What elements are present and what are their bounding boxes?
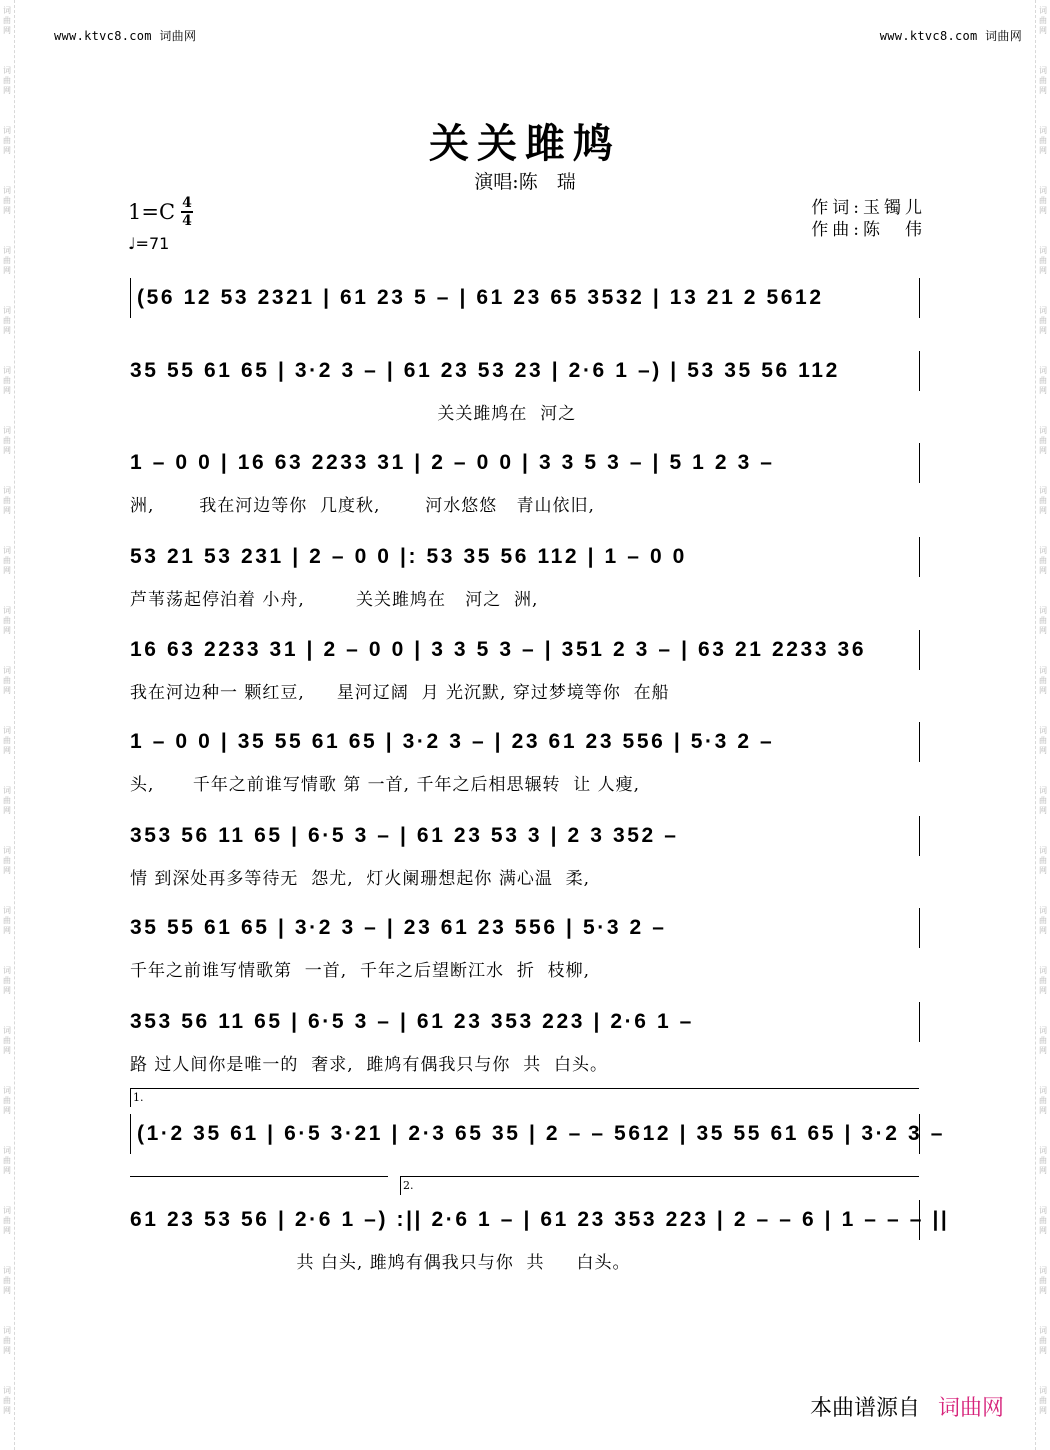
notation-line: 35 55 61 65 | 3·2 3 – | 23 61 23 556 | 5·3 2 –	[130, 908, 920, 948]
time-signature	[181, 196, 193, 228]
watermark: 词曲网	[1039, 306, 1047, 335]
watermark: 词曲网	[1039, 66, 1047, 95]
time-signature-top: 4	[182, 195, 192, 211]
score-system-8	[130, 908, 920, 980]
watermark: 词曲网	[3, 1026, 11, 1055]
notation-line: (56 12 53 2321 | 61 23 5 – | 61 23 65 3532 | 13 21 2 5612	[130, 278, 920, 318]
watermark: 词曲网	[3, 66, 11, 95]
tempo-marking: ♩=71	[128, 234, 170, 253]
score-system-6	[130, 722, 920, 794]
key-signature	[128, 196, 193, 228]
second-ending-label: 2.	[403, 1179, 414, 1192]
watermark: 词曲网	[1039, 786, 1047, 815]
watermark: 词曲网	[1039, 546, 1047, 575]
first-ending-bracket	[130, 1088, 919, 1107]
time-signature-bottom: 4	[182, 213, 192, 229]
notation-line: 53 21 53 231 | 2 – 0 0 |: 53 35 56 112 | 1 – 0 0	[130, 537, 920, 577]
score-system-10	[130, 1114, 945, 1154]
lyric-line: 关关雎鸠在 河之	[130, 404, 577, 424]
score-system-3	[130, 443, 920, 515]
lyric-line: 路 过人间你是唯一的 奢求, 雎鸠有偶我只与你 共 白头。	[130, 1055, 609, 1075]
second-ending-bracket	[400, 1176, 919, 1195]
watermark: 词曲网	[3, 306, 11, 335]
watermark: 词曲网	[3, 726, 11, 755]
lyric-line	[130, 326, 920, 350]
credits-block	[811, 197, 926, 241]
watermark: 词曲网	[1039, 1326, 1047, 1355]
watermark: 词曲网	[3, 846, 11, 875]
watermark: 词曲网	[3, 486, 11, 515]
song-title: 关关雎鸠	[429, 120, 621, 167]
notation-line: 16 63 2233 31 | 2 – 0 0 | 3 3 5 3 – | 351 2 3 – | 63 21 2233 36	[130, 630, 920, 670]
watermark: 词曲网	[1039, 1266, 1047, 1295]
notation-line: 35 55 61 65 | 3·2 3 – | 61 23 53 23 | 2·6 1 –) | 53 35 56 112	[130, 351, 920, 391]
watermark: 词曲网	[1039, 1206, 1047, 1235]
watermark: 词曲网	[1039, 186, 1047, 215]
watermark: 词曲网	[3, 786, 11, 815]
watermark: 词曲网	[3, 666, 11, 695]
watermark: 词曲网	[3, 606, 11, 635]
lyric-line: 头, 千年之前谁写情歌 第 一首, 千年之后相思辗转 让 人瘦,	[130, 775, 641, 795]
lyric-line: 洲, 我在河边等你 几度秋, 河水悠悠 青山依旧,	[130, 496, 595, 516]
watermark: 词曲网	[1039, 726, 1047, 755]
notation-line: 353 56 11 65 | 6·5 3 – | 61 23 53 3 | 2 3 352 –	[130, 816, 920, 856]
footer-text: 本曲谱源自	[809, 1396, 920, 1421]
watermark: 词曲网	[3, 6, 11, 35]
watermark: 词曲网	[1039, 1386, 1047, 1415]
score-system-5	[130, 630, 920, 702]
key-label: 1=C	[128, 200, 176, 224]
score-system-2	[130, 351, 920, 423]
score-system-9	[130, 1002, 920, 1074]
watermark: 词曲网	[3, 246, 11, 275]
watermark: 词曲网	[1039, 906, 1047, 935]
watermark: 词曲网	[3, 426, 11, 455]
watermark: 词曲网	[1039, 366, 1047, 395]
notation-line: (1·2 35 61 | 6·5 3·21 | 2·3 65 35 | 2 – – 5612 | 35 55 61 65 | 3·2 3 –	[130, 1114, 920, 1154]
watermark: 词曲网	[1039, 666, 1047, 695]
watermark: 词曲网	[1039, 6, 1047, 35]
watermark: 词曲网	[1039, 1146, 1047, 1175]
watermark: 词曲网	[1039, 966, 1047, 995]
watermark: 词曲网	[1039, 846, 1047, 875]
composer-credit: 作曲:陈 伟	[811, 220, 926, 240]
watermark: 词曲网	[3, 966, 11, 995]
watermark: 词曲网	[3, 126, 11, 155]
score-system-7	[130, 816, 920, 888]
right-watermark-strip	[1035, 0, 1050, 1450]
header-site-right[interactable]: www.ktvc8.com 词曲网	[879, 29, 1022, 43]
watermark: 词曲网	[1039, 486, 1047, 515]
lyric-line: 千年之前谁写情歌第 一首, 千年之后望断江水 折 枝柳,	[130, 961, 591, 981]
left-watermark-strip	[0, 0, 15, 1450]
watermark: 词曲网	[1039, 246, 1047, 275]
first-ending-label: 1.	[133, 1091, 144, 1104]
watermark: 词曲网	[3, 1206, 11, 1235]
singer-credit: 演唱:陈 瑞	[474, 171, 576, 193]
watermark: 词曲网	[1039, 606, 1047, 635]
first-ending-bracket-continued	[130, 1176, 388, 1195]
watermark: 词曲网	[3, 546, 11, 575]
watermark: 词曲网	[1039, 1086, 1047, 1115]
score-system-4	[130, 537, 920, 609]
lyric-line: 情 到深处再多等待无 怨尤, 灯火阑珊想起你 满心温 柔,	[130, 869, 591, 889]
watermark: 词曲网	[1039, 426, 1047, 455]
lyric-line: 芦苇荡起停泊着 小舟, 关关雎鸠在 河之 洲,	[130, 590, 539, 610]
header-site-left[interactable]: www.ktvc8.com 词曲网	[54, 29, 197, 43]
notation-line: 353 56 11 65 | 6·5 3 – | 61 23 353 223 | 2·6 1 –	[130, 1002, 920, 1042]
watermark: 词曲网	[3, 186, 11, 215]
watermark: 词曲网	[1039, 126, 1047, 155]
score-system-1	[130, 278, 920, 350]
watermark: 词曲网	[3, 906, 11, 935]
footer-brand-link[interactable]: 词曲网	[937, 1396, 1004, 1421]
watermark: 词曲网	[3, 366, 11, 395]
lyric-line: 共 白头, 雎鸠有偶我只与你 共 白头。	[130, 1253, 631, 1273]
notation-line: 1 – 0 0 | 35 55 61 65 | 3·2 3 – | 23 61 23 556 | 5·3 2 –	[130, 722, 920, 762]
watermark: 词曲网	[1039, 1026, 1047, 1055]
watermark: 词曲网	[3, 1146, 11, 1175]
watermark: 词曲网	[3, 1386, 11, 1415]
watermark: 词曲网	[3, 1266, 11, 1295]
score-system-11	[130, 1200, 950, 1273]
lyricist-credit: 作词:玉镯儿	[811, 198, 926, 218]
lyric-line: 我在河边种一 颗红豆, 星河辽阔 月 光沉默, 穿过梦境等你 在船	[130, 683, 670, 703]
notation-line: 61 23 53 56 | 2·6 1 –) :|| 2·6 1 – | 61 23 353 223 | 2 – – 6 | 1 – – – ||	[130, 1200, 920, 1240]
watermark: 词曲网	[3, 1086, 11, 1115]
source-footer	[810, 1391, 1004, 1422]
notation-line: 1 – 0 0 | 16 63 2233 31 | 2 – 0 0 | 3 3 5 3 – | 5 1 2 3 –	[130, 443, 920, 483]
watermark: 词曲网	[3, 1326, 11, 1355]
